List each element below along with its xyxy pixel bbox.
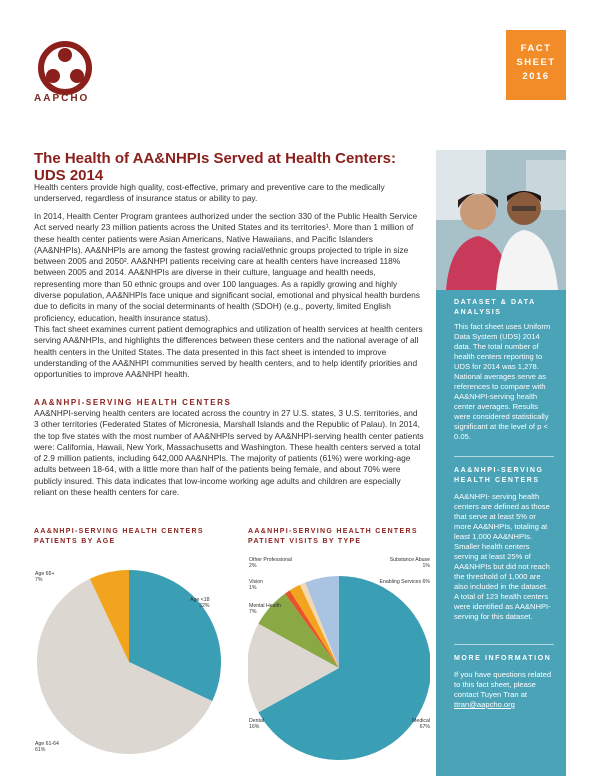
fact-line: FACT [520, 43, 552, 54]
sidebar-text-dataset: This fact sheet uses Uniform Data System (UDS) 2014 data. The total number of health centers reporting to UDS for 2014 was 1,278. National averages serve as references to compare with AA&NHPI-serving health center averages. Results were considered statistically significant at the level of p < 0.05. [454, 322, 551, 441]
dental-name: Dental [249, 718, 264, 724]
photo-illustration-icon [436, 150, 566, 290]
sidebar-heading-line: ANALYSIS [454, 309, 502, 316]
intro-paragraph: Health centers provide high quality, cost-effective, primary and preventive care to the medically underserved, regardless of insurance status or ability to pay. [34, 182, 385, 204]
sidebar-text-more-info [454, 670, 554, 710]
age-pie-chart [34, 562, 224, 758]
age61-64-label [35, 741, 59, 754]
page-title: The Health of AA&NHPIs Served at Health Centers: UDS 2014 [34, 150, 397, 184]
enabling-services-name: Enabling Services [379, 579, 422, 585]
other-professional-name: Other Professional [249, 557, 292, 563]
substance-abuse-label [375, 557, 430, 570]
ageunder18-pct: 32% [199, 603, 210, 610]
chart1-title-line: AA&NHPI-SERVING HEALTH CENTERS [34, 528, 204, 535]
purpose-paragraph: This fact sheet examines current patient demographics and utilization of health services at health centers serving AA&NHPIs, and highlights the differences between these centers and the national average of all health centers in the United States. The data presented in this fact sheet is intended to improve understanding of the AA&NHPI communities served by health centers, and to help identify priorities and opportunities to improve AA&NHPI health. [34, 324, 423, 380]
dental-label [249, 718, 264, 731]
vision-pct: 1% [249, 585, 257, 592]
chart2-title [248, 527, 418, 547]
mental-health-label [249, 603, 281, 616]
substance-abuse-name: Substance Abuse [389, 557, 430, 563]
other-professional-pct: 2% [249, 563, 257, 570]
enabling-services-pct: 6% [422, 579, 430, 585]
enabling-services-label [360, 579, 430, 585]
ageunder18-label [190, 597, 209, 610]
fact-sheet-badge [506, 30, 566, 100]
sidebar-heading-line: HEALTH CENTERS [454, 477, 540, 484]
ageunder18-name: Age <18 [190, 597, 210, 603]
vision-name: Vision [249, 579, 264, 585]
medical-pct: 67% [419, 724, 430, 731]
sidebar-heading-dataset [454, 298, 536, 318]
sidebar-heading-aanhpi [454, 466, 544, 486]
chart1-title-line: PATIENTS BY AGE [34, 538, 116, 545]
header [0, 0, 600, 140]
substance-abuse-pct: 1% [422, 563, 430, 570]
age61-64-pct: 61% [35, 747, 46, 754]
age61-64-name: Age 61-64 [35, 741, 59, 747]
age65-label [35, 571, 54, 584]
fact-line: SHEET [516, 57, 556, 68]
sidebar-heading-more-info: MORE INFORMATION [454, 655, 552, 662]
dental-pct: 16% [249, 724, 260, 731]
background-paragraph: In 2014, Health Center Program grantees authorized under the section 330 of the Public Health Service Act served nearly 23 million patients across the United States and its territories¹. More than 1 million of these health center patients were Asian Americans, Native Hawaiians, and Pacific Islanders (AA&NHPIs). AA&NHPIs are among the fastest growing racial/ethnic groups projected to triple in size between 2005 and 2050². AA&NHPI patients receiving care at health centers have increased 118% between 2005 and 2014. AA&NHPIs are diverse in their culture, language and health needs, representing more than 50 ethnic groups and over 100 languages. As a rapidly growing and highly diverse population, AA&NHPIs face unique and significant social, emotional and physical health burdens due to deficits in many of the social determinants of health (SDOH) (e.g., poverty, limited English proficiency, education, health insurance status). [34, 211, 420, 323]
section-paragraph: AA&NHPI-serving health centers are located across the country in 27 U.S. states, 3 U.S. territories, and 3 other territories (Federated States of Micronesia, Marshall Islands and the Republic of Palau). In 2014, the top five states with the most number of AA&NHPIs served by AA&NHPI-serving health center patients were: California, Hawaii, New York, Massachusetts and Washington. These health centers served a total of 2.9 million patients, including 642,000 AA&NHPIs. The majority of patients (61%) were working-age adults between 18-64, with a little more than half of the patients being female, and about 70% were publicly insured. This data indicates that low-income working age adults and children are especially reliant on these health centers for care. [34, 408, 424, 498]
sidebar-text-aanhpi: AA&NHPI- serving health centers are defined as those that serve at least 5% or more AA&NHPIs, totaling at least 1,000 AA&NHPIs. Smaller health centers serving at least 25% of AA&NHPIs but did not reach the threshold of 1,000 are also included in the dataset. A total of 123 health centers were identified as AA&NHPI-serving for this dataset. [454, 492, 551, 621]
other-professional-label [249, 557, 292, 570]
chart2-title-line: PATIENT VISITS BY TYPE [248, 538, 362, 545]
more-info-text: If you have questions related to this fact sheet, please contact Tuyen Tran at [454, 670, 552, 699]
chart1-title [34, 527, 204, 547]
sidebar-divider [454, 456, 554, 457]
medical-name: Medical [412, 718, 430, 724]
chart2-title-line: AA&NHPI-SERVING HEALTH CENTERS [248, 528, 418, 535]
sidebar-heading-line: DATASET & DATA [454, 299, 536, 306]
contact-email-link[interactable]: ttran@aapcho.org [454, 700, 515, 709]
medical-label [395, 718, 430, 731]
age65-name: Age 65+ [35, 571, 55, 577]
sidebar-heading-line: AA&NHPI-SERVING [454, 467, 544, 474]
age65-pct: 7% [35, 577, 43, 584]
fact-line: 2016 [522, 71, 550, 82]
vision-label [249, 579, 263, 592]
mental-health-pct: 7% [249, 609, 257, 616]
mental-health-name: Mental Health [249, 603, 282, 609]
section-heading: AA&NHPI-SERVING HEALTH CENTERS [34, 398, 232, 407]
staff-photo [436, 150, 566, 290]
sidebar-divider [454, 644, 554, 645]
org-name: AAPCHO [34, 93, 90, 104]
